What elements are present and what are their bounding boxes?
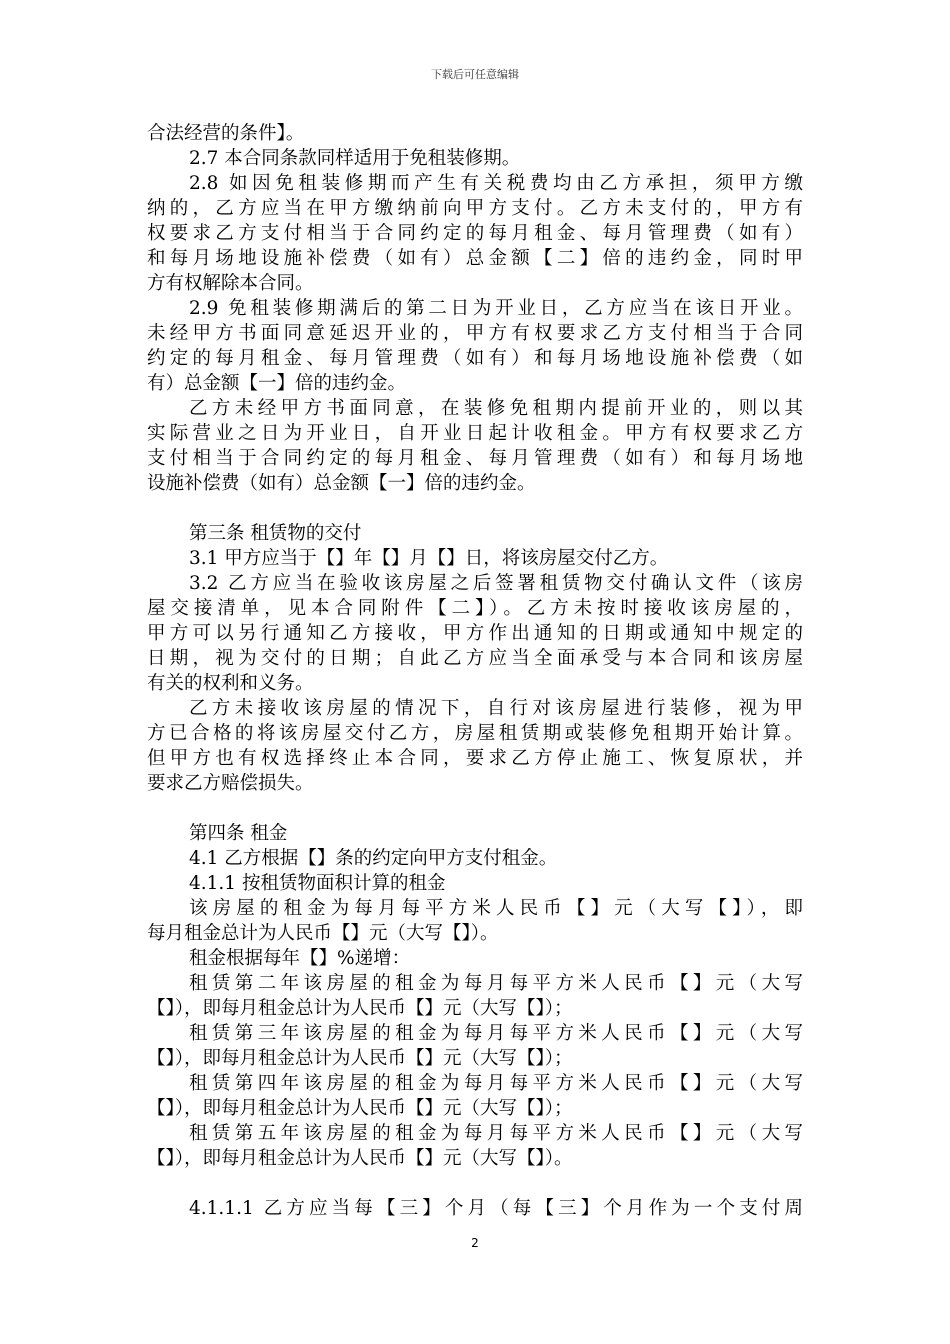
- text-line: 租赁第五年该房屋的租金为每月每平方米人民币【】元（大写: [189, 1123, 803, 1144]
- text-line: 【】），即每月租金总计为人民币【】元（大写【】）；: [147, 1048, 573, 1069]
- document-body: [147, 121, 803, 1221]
- text-line: 租金根据每年【】%递增：: [189, 948, 411, 969]
- text-line: 合法经营的条件】。: [147, 123, 305, 144]
- text-line: 租赁第四年该房屋的租金为每月每平方米人民币【】元（大写: [189, 1073, 803, 1094]
- text-line: 纳的，乙方应当在甲方缴纳前向甲方支付。乙方未支付的，甲方有: [147, 198, 803, 219]
- text-line: 日期，视为交付的日期；自此乙方应当全面承受与本合同和该房屋: [147, 648, 803, 669]
- text-line: 和每月场地设施补偿费（如有）总金额【二】倍的违约金，同时甲: [147, 248, 803, 269]
- text-line: 未经甲方书面同意延迟开业的，甲方有权要求乙方支付相当于合同: [147, 323, 803, 344]
- text-line: 乙方未经甲方书面同意，在装修免租期内提前开业的，则以其: [189, 398, 803, 419]
- text-line: 4.1 乙方根据【】条的约定向甲方支付租金。: [189, 848, 558, 869]
- text-line: 第三条 租赁物的交付: [189, 523, 362, 544]
- text-line: 第四条 租金: [189, 823, 288, 844]
- blank-line: [147, 496, 803, 521]
- blank-line: [147, 796, 803, 821]
- text-line: 每月租金总计为人民币【】元（大写【】）。: [147, 923, 499, 944]
- text-line: 乙方未接收该房屋的情况下，自行对该房屋进行装修，视为甲: [189, 698, 803, 719]
- page-number: 2: [471, 1236, 479, 1250]
- text-line: 甲方可以另行通知乙方接收，甲方作出通知的日期或通知中规定的: [147, 623, 803, 644]
- text-line: 2.8 如因免租装修期而产生有关税费均由乙方承担，须甲方缴: [189, 173, 803, 194]
- text-line: 实际营业之日为开业日，自开业日起计收租金。甲方有权要求乙方: [147, 423, 803, 444]
- text-line: 但甲方也有权选择终止本合同，要求乙方停止施工、恢复原状，并: [147, 748, 803, 769]
- text-line: 租赁第二年该房屋的租金为每月每平方米人民币【】元（大写: [189, 973, 803, 994]
- text-line: 【】），即每月租金总计为人民币【】元（大写【】）；: [147, 1098, 573, 1119]
- text-line: 3.1 甲方应当于【】年【】月【】日，将该房屋交付乙方。: [189, 548, 669, 569]
- text-line: 设施补偿费（如有）总金额【一】倍的违约金。: [147, 473, 536, 494]
- text-line: 权要求乙方支付相当于合同约定的每月租金、每月管理费（如有）: [147, 223, 803, 244]
- blank-line: [147, 1171, 803, 1196]
- text-line: 4.1.1.1 乙方应当每【三】个月（每【三】个月作为一个支付周: [189, 1198, 803, 1219]
- text-line: 【】），即每月租金总计为人民币【】元（大写【】）。: [147, 1148, 573, 1169]
- text-line: 2.9 免租装修期满后的第二日为开业日，乙方应当在该日开业。: [189, 298, 803, 319]
- text-line: 支付相当于合同约定的每月租金、每月管理费（如有）和每月场地: [147, 448, 803, 469]
- text-line: 有关的权利和义务。: [147, 673, 314, 694]
- text-line: 有）总金额【一】倍的违约金。: [147, 373, 407, 394]
- text-line: 租赁第三年该房屋的租金为每月每平方米人民币【】元（大写: [189, 1023, 803, 1044]
- text-line: 3.2 乙方应当在验收该房屋之后签署租赁物交付确认文件（该房: [189, 573, 803, 594]
- text-line: 要求乙方赔偿损失。: [147, 773, 314, 794]
- text-line: 方已合格的将该房屋交付乙方，房屋租赁期或装修免租期开始计算。: [147, 723, 803, 744]
- text-line: 4.1.1 按租赁物面积计算的租金: [189, 873, 446, 894]
- text-line: 约定的每月租金、每月管理费（如有）和每月场地设施补偿费（如: [147, 348, 803, 369]
- text-line: 该房屋的租金为每月每平方米人民币【】元（大写【】），即: [189, 898, 803, 919]
- text-line: 屋交接清单，见本合同附件【二】）。乙方未按时接收该房屋的，: [147, 598, 803, 619]
- page-header: 下载后可任意编辑: [431, 68, 519, 81]
- text-line: 2.7 本合同条款同样适用于免租装修期。: [189, 148, 521, 169]
- text-line: 【】），即每月租金总计为人民币【】元（大写【】）；: [147, 998, 573, 1019]
- text-line: 方有权解除本合同。: [147, 273, 314, 294]
